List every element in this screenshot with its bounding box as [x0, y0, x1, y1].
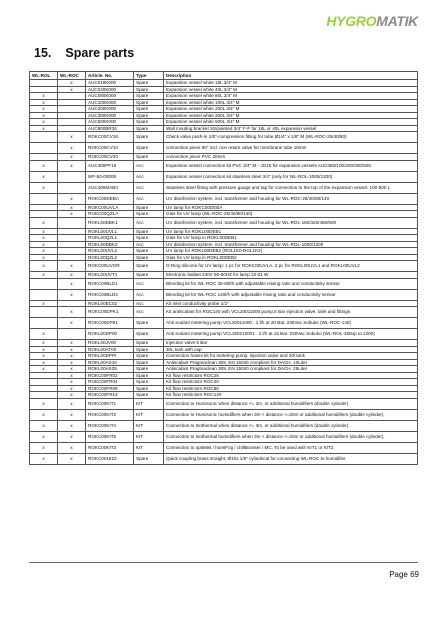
cell-wl-rol: [30, 143, 58, 154]
cell-article-no: ROKC00CV18: [86, 132, 134, 143]
cell-wl-roc: x: [58, 154, 86, 161]
cell-wl-rol: [30, 278, 58, 289]
cell-article-no: ROKC00QZLA: [86, 211, 134, 218]
cell-wl-rol: x: [30, 93, 58, 100]
cell-article-no: ROKL00AS10: [86, 359, 134, 366]
cell-wl-rol: x: [30, 171, 58, 182]
cell-wl-roc: x: [58, 86, 86, 93]
cell-description: Expansion vessel connection kit stainless steel 3/4" (only for WL-ROL-1000/1200): [164, 171, 418, 182]
cell-article-no: AUC018K000: [86, 80, 134, 87]
table-row: [30, 409, 418, 420]
cell-wl-roc: x: [58, 204, 86, 211]
cell-article-no: ROKL00UVL1: [86, 228, 134, 235]
cell-type: Spare: [134, 340, 164, 347]
cell-article-no: ROKL00DBK1: [86, 217, 134, 228]
cell-description: Injection valve 5 Bar: [164, 340, 418, 347]
cell-wl-rol: x: [30, 235, 58, 242]
header-wl-roc: WL-ROC: [58, 72, 86, 80]
cell-article-no: ROKC00UVLA: [86, 204, 134, 211]
section-number: 15.: [34, 46, 52, 60]
cell-type: Spare: [134, 318, 164, 329]
cell-description: Connection to Isothermal when distance <= 3m, or additional humidifiers (double cylinder).: [164, 420, 418, 431]
cell-wl-rol: [30, 318, 58, 329]
cell-description: UV disinfection system. incl. transformer and housing for WL-ROC-25/40/80/140: [164, 193, 418, 204]
section-title: Spare parts: [65, 46, 135, 60]
cell-type: Acc: [134, 307, 164, 318]
cell-type: Spare: [134, 235, 164, 242]
cell-description: UV disinfection system. incl. transformer and housing for WL-ROL-160/320/460/600: [164, 217, 418, 228]
cell-article-no: AUC800BR34: [86, 125, 134, 132]
cell-description: Kit flow restrictors ROC140: [164, 392, 418, 399]
cell-wl-roc: x: [58, 379, 86, 386]
cell-type: Spare: [134, 346, 164, 353]
cell-type: Spare: [134, 366, 164, 373]
cell-description: Kit antiscalant for ROC140 with VCL20011000 pump,5 Bar injection valve, tank and fittings: [164, 307, 418, 318]
cell-description: Connection to Humisonic when distance <= 3m, or additional humidifiers (double cylinder).: [164, 398, 418, 409]
cell-type: Spare: [134, 125, 164, 132]
cell-article-no: ROKC00FR02: [86, 372, 134, 379]
cell-article-no: AUC040K000: [86, 86, 134, 93]
table-row: [30, 431, 418, 442]
cell-article-no: ROKL00DP00: [86, 329, 134, 340]
cell-wl-rol: x: [30, 409, 58, 420]
cell-description: Blending kit for WL-ROC 140l/h with adjustable mixing ratio and conductivity sensor: [164, 289, 418, 300]
cell-description: Expansion vessel white 500L 3/4" M: [164, 119, 418, 126]
cell-article-no: ROKC00KIT4: [86, 420, 134, 431]
cell-description: connection piece PVC 20mm: [164, 154, 418, 161]
cell-type: KIT: [134, 442, 164, 453]
cell-wl-roc: x: [58, 453, 86, 464]
cell-description: Expansion vessel white 18L 3/4" M: [164, 80, 418, 87]
logo-text-part1: HYGRO: [326, 13, 377, 29]
cell-article-no: ROKL00AT00: [86, 346, 134, 353]
cell-wl-roc: x: [58, 143, 86, 154]
cell-wl-roc: x: [58, 261, 86, 272]
cell-article-no: AUC400MABV: [86, 182, 134, 193]
cell-wl-roc: x: [58, 272, 86, 279]
table-row: [30, 420, 418, 431]
cell-wl-roc: x: [58, 442, 86, 453]
cell-type: Spare: [134, 248, 164, 255]
cell-wl-rol: [30, 193, 58, 204]
cell-description: UV lamp for ROKL00DEB1: [164, 228, 418, 235]
table-row: [30, 442, 418, 453]
cell-wl-rol: x: [30, 353, 58, 360]
cell-description: Stainless steel fitting with pressure gauge and tap for connection to the top of the expansion vessel. 100-500 L: [164, 182, 418, 193]
cell-description: Anti scalant metering pump VCL150210001 . 2 l/h at 15 Bar. 230Vac Sobuko (WL-ROL-160up to 1200): [164, 329, 418, 340]
cell-wl-roc: x: [58, 132, 86, 143]
cell-type: Spare: [134, 211, 164, 218]
cell-wl-roc: x: [58, 318, 86, 329]
cell-description: Glas for UV lamp in ROKL00DEB2: [164, 254, 418, 261]
cell-wl-rol: x: [30, 248, 58, 255]
cell-wl-rol: x: [30, 300, 58, 307]
cell-description: Expansion vessel white 80L 3/4" M: [164, 93, 418, 100]
cell-description: Expansion vessel connection kit PVC 3/4" M - JG15 for expansion vessels AUC080/100/200/300/500: [164, 160, 418, 171]
cell-description: Kit flow restrictors ROC80: [164, 385, 418, 392]
hygromatik-logo: [326, 11, 418, 31]
cell-type: Spare: [134, 379, 164, 386]
cell-article-no: ROKC00KIT3: [86, 442, 134, 453]
cell-description: Expansion vessel white 300L 3/4" M: [164, 112, 418, 119]
cell-wl-roc: x: [58, 211, 86, 218]
logo-text-part2: MATIK: [376, 13, 418, 29]
cell-description: UV disinfection system. incl. transformer and housing for WL-ROL-1000/1200: [164, 241, 418, 248]
cell-wl-rol: x: [30, 340, 58, 347]
cell-article-no: AUC200K000: [86, 106, 134, 113]
cell-wl-rol: x: [30, 442, 58, 453]
cell-wl-rol: x: [30, 119, 58, 126]
cell-type: Spare: [134, 99, 164, 106]
cell-description: Connection to Isothermal humidifiers when 3m < distance <=20m or additional humidifiers (double cylinder).: [164, 431, 418, 442]
cell-type: Spare: [134, 254, 164, 261]
cell-wl-roc: x: [58, 80, 86, 87]
cell-wl-rol: x: [30, 217, 58, 228]
cell-article-no: ROKL00EC02: [86, 300, 134, 307]
section-heading: [34, 46, 134, 60]
cell-type: Spare: [134, 228, 164, 235]
cell-wl-roc: x: [58, 307, 86, 318]
table-row: [30, 143, 418, 154]
table-row: [30, 132, 418, 143]
cell-wl-rol: x: [30, 254, 58, 261]
cell-type: Spare: [134, 329, 164, 340]
table-row: [30, 289, 418, 300]
cell-article-no: ROKL00QZL1: [86, 235, 134, 242]
cell-article-no: ROKC00CV20: [86, 154, 134, 161]
cell-description: Glas for UV lamp in ROKL00DEB1: [164, 235, 418, 242]
cell-type: Spare: [134, 143, 164, 154]
table-row: [30, 318, 418, 329]
cell-wl-roc: x: [58, 392, 86, 399]
table-row: [30, 182, 418, 193]
cell-wl-roc: x: [58, 278, 86, 289]
cell-description: connection piece 90° incl. non return valve for membrane tube 10mm: [164, 143, 418, 154]
table-row: [30, 217, 418, 228]
cell-article-no: AUC080K000: [86, 93, 134, 100]
cell-article-no: ROKL00UVL2: [86, 248, 134, 255]
cell-wl-rol: x: [30, 453, 58, 464]
cell-type: KIT: [134, 398, 164, 409]
footer-divider: [29, 562, 418, 563]
cell-description: Expansion vessel white 200L 3/4" M: [164, 106, 418, 113]
cell-wl-roc: [58, 217, 86, 228]
cell-wl-roc: x: [58, 366, 86, 373]
cell-description: Connection to Humisonic humidifiers when 3m < distance <=20m or additional humidifiers (double cylinder).: [164, 409, 418, 420]
cell-wl-roc: x: [58, 346, 86, 353]
cell-wl-rol: x: [30, 182, 58, 193]
cell-wl-rol: x: [30, 125, 58, 132]
cell-type: Spare: [134, 385, 164, 392]
cell-wl-roc: x: [58, 398, 86, 409]
cell-wl-rol: x: [30, 398, 58, 409]
cell-description: Expansion vessel white 100L 3/4" M: [164, 99, 418, 106]
cell-wl-roc: x: [58, 372, 86, 379]
cell-article-no: AUC400PF15: [86, 160, 134, 171]
cell-type: Acc: [134, 160, 164, 171]
cell-article-no: ROKC00DP61: [86, 318, 134, 329]
cell-type: Spare: [134, 119, 164, 126]
cell-article-no: ROKL00DBK2: [86, 241, 134, 248]
cell-wl-roc: x: [58, 193, 86, 204]
cell-type: Spare: [134, 392, 164, 399]
cell-type: Spare: [134, 261, 164, 272]
cell-article-no: ROKC001810: [86, 453, 134, 464]
cell-description: Wall mouting bracket SS/painted 3/4" F-F for 18L or 40L expansion vessel: [164, 125, 418, 132]
cell-wl-rol: [30, 132, 58, 143]
cell-type: Spare: [134, 93, 164, 100]
cell-wl-roc: x: [58, 289, 86, 300]
cell-wl-rol: x: [30, 160, 58, 171]
cell-type: Acc: [134, 217, 164, 228]
table-row: [30, 278, 418, 289]
cell-type: Spare: [134, 353, 164, 360]
cell-type: Spare: [134, 86, 164, 93]
cell-wl-rol: x: [30, 420, 58, 431]
spare-parts-table-wrapper: [29, 71, 418, 465]
cell-wl-rol: x: [30, 431, 58, 442]
table-body: [30, 80, 418, 465]
cell-type: Acc: [134, 193, 164, 204]
header-type: Type: [134, 72, 164, 80]
cell-wl-roc: x: [58, 160, 86, 171]
cell-type: Spare: [134, 132, 164, 143]
cell-article-no: AUC500K000: [86, 119, 134, 126]
cell-wl-rol: [30, 289, 58, 300]
header-description: Description: [164, 72, 418, 80]
table-row: [30, 193, 418, 204]
cell-article-no: ROKC00FR04: [86, 379, 134, 386]
cell-description: Glas for UV lamp (WL-ROC-25/40/80/140): [164, 211, 418, 218]
cell-wl-roc: x: [58, 340, 86, 347]
cell-description: Electronic ballast 230V 50-60HZ for lamp 10-21 W: [164, 272, 418, 279]
cell-wl-roc: x: [58, 409, 86, 420]
cell-type: Acc: [134, 182, 164, 193]
cell-article-no: ROKL00DPPI: [86, 353, 134, 360]
cell-article-no: ROKC00CV10: [86, 143, 134, 154]
cell-type: Spare: [134, 204, 164, 211]
cell-wl-roc: [58, 329, 86, 340]
cell-type: Spare: [134, 106, 164, 113]
table-row: [30, 261, 418, 272]
cell-description: O-Ring silicone for UV lamp: 1 pc for ROKC00UVLA, 2 pc for ROKL00UVL1 and ROKL00UVL2: [164, 261, 418, 272]
cell-type: Acc: [134, 171, 164, 182]
cell-type: Acc: [134, 289, 164, 300]
cell-wl-rol: x: [30, 261, 58, 272]
cell-type: Spare: [134, 453, 164, 464]
cell-description: Kit inlet conductivity probe 1/2": [164, 300, 418, 307]
cell-wl-roc: x: [58, 359, 86, 366]
cell-wl-rol: x: [30, 359, 58, 366]
cell-wl-rol: x: [30, 106, 58, 113]
cell-article-no: ROKL00JV00: [86, 340, 134, 347]
cell-description: UV lamp for ROKC00DEBA: [164, 204, 418, 211]
cell-type: Acc: [134, 278, 164, 289]
cell-wl-roc: x: [58, 420, 86, 431]
cell-description: Kit flow restrictors ROC25: [164, 372, 418, 379]
header-wl-rol: WL-ROL: [30, 72, 58, 80]
table-row: [30, 329, 418, 340]
cell-article-no: ROKC00DPK1: [86, 307, 134, 318]
cell-wl-rol: x: [30, 228, 58, 235]
cell-type: KIT: [134, 409, 164, 420]
cell-article-no: WF-50-00005: [86, 171, 134, 182]
cell-description: Antiscalant Pragmaclean 309, EN 15040 compliant for DACH. 10Liter: [164, 359, 418, 366]
cell-article-no: ROKC00BLD2: [86, 289, 134, 300]
header-article-no: Article. No.: [86, 72, 134, 80]
cell-description: 20L tank with cap: [164, 346, 418, 353]
cell-type: Spare: [134, 112, 164, 119]
cell-wl-rol: [30, 307, 58, 318]
cell-wl-roc: x: [58, 431, 86, 442]
cell-wl-roc: x: [58, 385, 86, 392]
cell-article-no: AUC300K000: [86, 112, 134, 119]
cell-article-no: ROKL00UVT1: [86, 272, 134, 279]
cell-type: Spare: [134, 359, 164, 366]
cell-article-no: ROKC00DEBA: [86, 193, 134, 204]
cell-type: Acc: [134, 241, 164, 248]
cell-article-no: ROKC00UVOR: [86, 261, 134, 272]
cell-type: Spare: [134, 272, 164, 279]
table-row: [30, 307, 418, 318]
cell-article-no: ROKC00KIT2: [86, 409, 134, 420]
cell-wl-rol: x: [30, 366, 58, 373]
cell-wl-rol: x: [30, 112, 58, 119]
cell-description: Antiscalant Pragmaclean 309, EN 15040 compliant for DACH. 25Liter: [164, 366, 418, 373]
cell-wl-roc: x: [58, 353, 86, 360]
cell-type: KIT: [134, 420, 164, 431]
page-number: Page 69: [389, 570, 419, 579]
cell-description: Connection hoses kit for metering pump, injection valve and 20l tank: [164, 353, 418, 360]
cell-type: Spare: [134, 154, 164, 161]
cell-description: UV lamp for ROKL00DEB2 (ROL1K0-ROL1K2): [164, 248, 418, 255]
cell-description: Blending kit for WL-ROC 25-80l/h with adjustable mixing ratio and conductivity sensor: [164, 278, 418, 289]
cell-description: Kit flow restrictors ROC40: [164, 379, 418, 386]
table-row: [30, 453, 418, 464]
table-row: [30, 171, 418, 182]
cell-article-no: AUC100K000: [86, 99, 134, 106]
table-row: [30, 160, 418, 171]
cell-wl-roc: [58, 182, 86, 193]
cell-article-no: ROKC00FR14: [86, 392, 134, 399]
cell-type: Spare: [134, 80, 164, 87]
cell-article-no: ROKC00KIT5: [86, 431, 134, 442]
cell-article-no: ROKL00QZL2: [86, 254, 134, 261]
cell-wl-rol: x: [30, 329, 58, 340]
cell-description: Connection to optiMist / humiFog / chillBooster / MC. To be used with KIT1 or KIT2: [164, 442, 418, 453]
cell-article-no: ROKC00BLD1: [86, 278, 134, 289]
cell-wl-rol: x: [30, 272, 58, 279]
cell-description: Check valve push-in 1/8"-compression fitting for tube Ø1/4" x 1/8" M (WL-ROC-25/40/80): [164, 132, 418, 143]
cell-wl-rol: x: [30, 346, 58, 353]
table-header-row: [30, 72, 418, 80]
cell-wl-roc: [58, 171, 86, 182]
cell-description: Expansion vessel white 40L 3/4" M: [164, 86, 418, 93]
cell-description: Quick coupling brass straight, Ø10x 1/8" cylindrical for connecting WL-ROC to humidifier: [164, 453, 418, 464]
cell-article-no: ROKC00FR08: [86, 385, 134, 392]
cell-type: KIT: [134, 431, 164, 442]
cell-description: Anti scalant metering pump VCL20011000 . 1 l/h at 20 Bar. 230Vac Sobuko (WL-ROC-140): [164, 318, 418, 329]
cell-type: Acc: [134, 300, 164, 307]
table-row: [30, 398, 418, 409]
cell-wl-rol: x: [30, 241, 58, 248]
spare-parts-table: [29, 71, 418, 465]
cell-wl-rol: x: [30, 99, 58, 106]
cell-article-no: ROKL00AS25: [86, 366, 134, 373]
cell-type: Spare: [134, 372, 164, 379]
cell-article-no: ROKC00KIT1: [86, 398, 134, 409]
